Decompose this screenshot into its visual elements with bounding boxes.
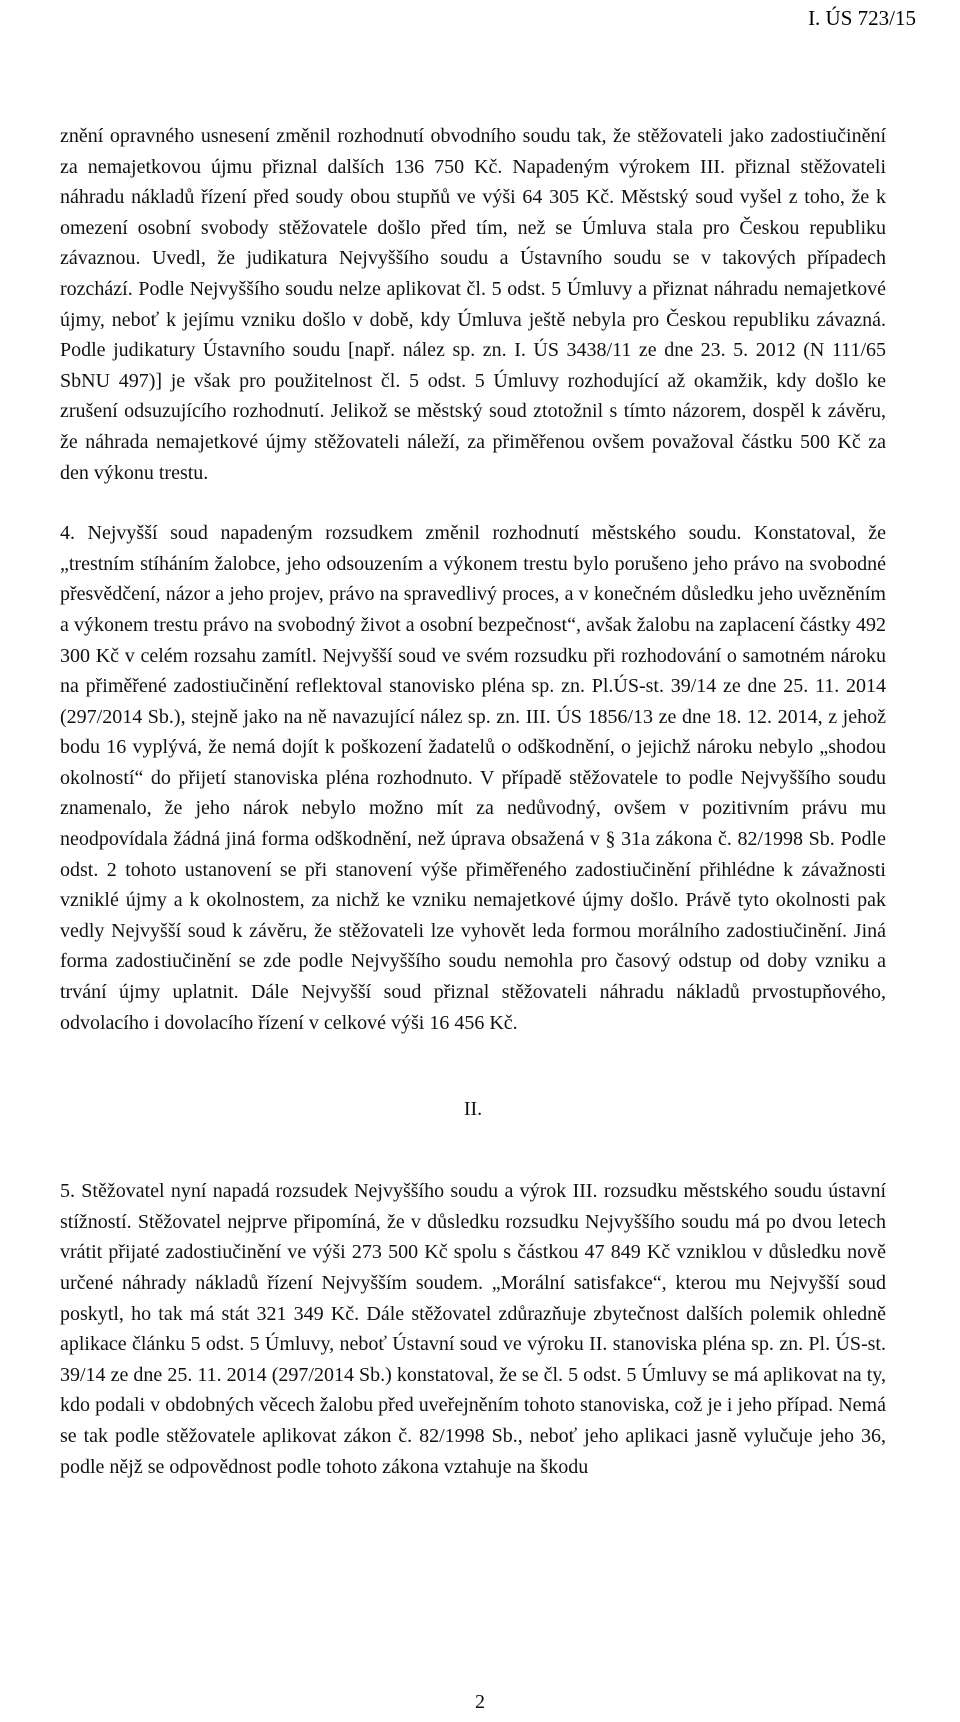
paragraph-gap (60, 488, 886, 518)
case-reference: I. ÚS 723/15 (808, 6, 916, 30)
document-body (60, 121, 886, 1482)
section-heading: II. (463, 1098, 483, 1121)
paragraph-5: 5. Stěžovatel nyní napadá rozsudek Nejvyššího soudu a výrok III. rozsudku městského soudu ústavní stížností. Stěžovatel nejprve připomíná, že v důsledku rozsudku Nejvyššího soudu má po dvou letech vrátit přijaté zadostiučinění ve výši 273 500 Kč spolu s částkou 47 849 Kč vzniklou v důsledku nově určené náhrady nákladů řízení Nejvyšším soudem. „Morální satisfakce“, kterou mu Nejvyšší soud poskytl, ho tak má stát 321 349 Kč. Dále stěžovatel zdůrazňuje zbytečnost dalších polemik ohledně aplikace článku 5 odst. 5 Úmluvy, neboť Ústavní soud ve výroku II. stanoviska pléna sp. zn. Pl. ÚS-st. 39/14 ze dne 25. 11. 2014 (297/2014 Sb.) konstatoval, že se čl. 5 odst. 5 Úmluvy se má aplikovat na ty, kdo podali v obdobných věcech žalobu před uveřejněním tohoto stanoviska, což je i jeho případ. Nemá se tak podle stěžovatele aplikovat zákon č. 82/1998 Sb., neboť jeho aplikaci jasně vylučuje jeho 36, podle nějž se odpovědnost podle tohoto zákona vztahuje na škodu (60, 1180, 886, 1478)
paragraph-3-continued: znění opravného usnesení změnil rozhodnutí obvodního soudu tak, že stěžovateli jako zadostiučinění za nemajetkovou újmu přiznal dalších 136 750 Kč. Napadeným výrokem III. přiznal stěžovateli náhradu nákladů řízení před soudy obou stupňů ve výši 64 305 Kč. Městský soud vyšel z toho, že k omezení osobní svobody stěžovatele došlo před tím, než se Úmluva stala pro Českou republiku závaznou. Uvedl, že judikatura Nejvyššího soudu a Ústavního soudu se v takových případech rozchází. Podle Nejvyššího soudu nelze aplikovat čl. 5 odst. 5 Úmluvy a přiznat náhradu nemajetkové újmy, neboť k jejímu vzniku došlo v době, kdy Úmluva ještě nebyla pro Českou republiku závazná. Podle judikatury Ústavního soudu [např. nález sp. zn. I. ÚS 3438/11 ze dne 23. 5. 2012 (N 111/65 SbNU 497)] je však pro použitelnost čl. 5 odst. 5 Úmluvy rozhodující až okamžik, kdy došlo ke zrušení odsuzujícího rozhodnutí. Jelikož se městský soud ztotožnil s tímto názorem, dospěl k závěru, že náhrada nemajetkové újmy stěžovateli náleží, za přiměřenou ovšem považoval částku 500 Kč za den výkonu trestu. (60, 125, 886, 484)
paragraph-4: 4. Nejvyšší soud napadeným rozsudkem změnil rozhodnutí městského soudu. Konstatoval, že „trestním stíháním žalobce, jeho odsouzením a výkonem trestu bylo porušeno jeho právo na svobodné přesvědčení, názor a jeho projev, právo na spravedlivý proces, a v konečném důsledku jeho uvězněním a výkonem trestu právo na svobodný život a osobní bezpečnost“, avšak žalobu na zaplacení částky 492 300 Kč v celém rozsahu zamítl. Nejvyšší soud ve svém rozsudku při rozhodování o samotném nároku na přiměřené zadostiučinění reflektoval stanovisko pléna sp. zn. Pl.ÚS-st. 39/14 ze dne 25. 11. 2014 (297/2014 Sb.), stejně jako na ně navazující nález sp. zn. III. ÚS 1856/13 ze dne 18. 12. 2014, z jehož bodu 16 vyplývá, že nemá dojít k poškození žadatelů o odškodnění, o jejichž nároku nebylo „shodou okolností“ do přijetí stanoviska pléna rozhodnuto. V případě stěžovatele to podle Nejvyššího soudu znamenalo, že jeho nárok nebylo možno mít za nedůvodný, ovšem v pozitivním právu mu neodpovídala žádná jiná forma odškodnění, než úprava obsažená v § 31a zákona č. 82/1998 Sb. Podle odst. 2 tohoto ustanovení se při stanovení výše přiměřeného zadostiučinění přihlédne k závažnosti vzniklé újmy a k okolnostem, za nichž ke vzniku nemajetkové újmy došlo. Právě tyto okolnosti pak vedly Nejvyšší soud k závěru, že stěžovateli lze vyhovět leda formou morálního zadostiučinění. Jiná forma zadostiučinění se zde podle Nejvyššího soudu nemohla pro časový odstup od doby vzniku a trvání újmy uplatnit. Dále Nejvyšší soud přiznal stěžovateli náhradu nákladů prvostupňového, odvolacího i dovolacího řízení v celkové výši 16 456 Kč. (60, 522, 886, 1034)
page-number: 2 (475, 1691, 485, 1713)
